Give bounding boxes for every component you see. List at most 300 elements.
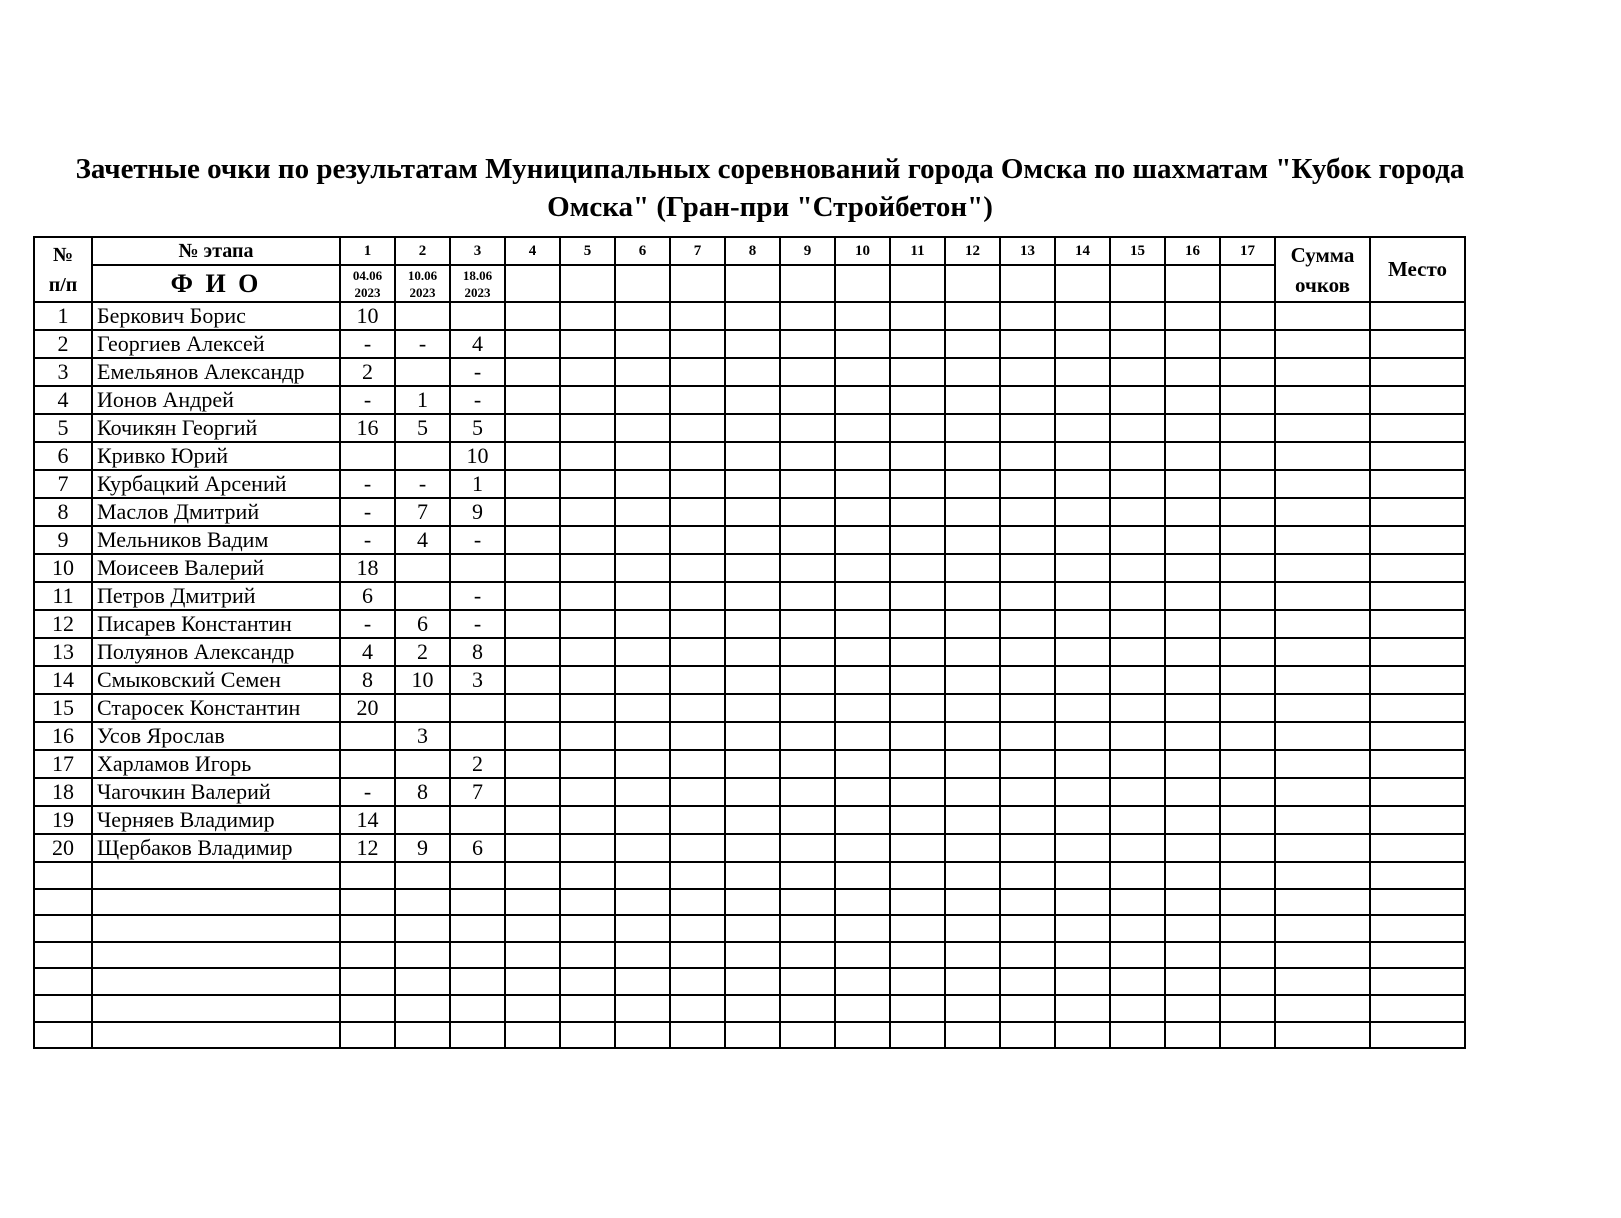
stage-score — [1055, 498, 1110, 526]
stage-score — [945, 666, 1000, 694]
stage-score — [1000, 358, 1055, 386]
empty-cell — [1055, 889, 1110, 916]
stage-score — [1055, 470, 1110, 498]
stage-score — [670, 610, 725, 638]
sum-score — [1275, 750, 1370, 778]
place-value — [1370, 638, 1465, 666]
stage-score — [780, 470, 835, 498]
row-number: 7 — [34, 470, 92, 498]
empty-cell — [92, 968, 340, 995]
stage-date-cell — [670, 265, 725, 302]
stage-score — [1220, 610, 1275, 638]
stage-score — [1000, 666, 1055, 694]
empty-cell — [1055, 942, 1110, 969]
player-name: Писарев Константин — [92, 610, 340, 638]
stage-score — [560, 470, 615, 498]
stage-score — [615, 414, 670, 442]
stage-score — [560, 610, 615, 638]
stage-score: 9 — [395, 834, 450, 862]
stage-score — [1000, 806, 1055, 834]
empty-cell — [835, 1022, 890, 1049]
player-name: Георгиев Алексей — [92, 330, 340, 358]
empty-cell — [670, 968, 725, 995]
empty-cell — [1110, 862, 1165, 889]
stage-score — [615, 358, 670, 386]
empty-cell — [1000, 862, 1055, 889]
place-value — [1370, 778, 1465, 806]
empty-cell — [835, 915, 890, 942]
empty-cell — [890, 862, 945, 889]
stage-score — [1110, 778, 1165, 806]
stage-score — [945, 358, 1000, 386]
stage-number-cell: 7 — [670, 237, 725, 265]
empty-cell — [1275, 915, 1370, 942]
stage-number-cell: 1 — [340, 237, 395, 265]
stage-score — [835, 442, 890, 470]
empty-cell — [615, 1022, 670, 1049]
stage-score: - — [450, 386, 505, 414]
stage-number-cell: 10 — [835, 237, 890, 265]
stage-score — [1165, 554, 1220, 582]
sum-score — [1275, 442, 1370, 470]
stage-score: 6 — [450, 834, 505, 862]
empty-cell — [1275, 968, 1370, 995]
player-name: Мельников Вадим — [92, 526, 340, 554]
empty-cell — [670, 915, 725, 942]
table-row — [34, 498, 1465, 526]
table-row-empty — [34, 889, 1465, 916]
stage-score: 3 — [395, 722, 450, 750]
stage-score — [615, 330, 670, 358]
stage-score — [725, 554, 780, 582]
empty-cell — [340, 968, 395, 995]
empty-cell — [1370, 889, 1465, 916]
stage-score — [835, 330, 890, 358]
stage-score — [1165, 722, 1220, 750]
row-number: 5 — [34, 414, 92, 442]
stage-score — [890, 750, 945, 778]
stage-score — [725, 694, 780, 722]
stage-score — [945, 610, 1000, 638]
stage-score — [560, 330, 615, 358]
empty-cell — [395, 889, 450, 916]
stage-score: - — [450, 610, 505, 638]
empty-cell — [945, 862, 1000, 889]
stage-score — [1165, 666, 1220, 694]
empty-cell — [615, 889, 670, 916]
stage-score — [505, 302, 560, 330]
table-row — [34, 750, 1465, 778]
stage-score — [1220, 750, 1275, 778]
stage-score — [1220, 694, 1275, 722]
empty-cell — [1000, 889, 1055, 916]
stage-score — [725, 470, 780, 498]
stage-score: - — [340, 386, 395, 414]
stage-score — [1000, 722, 1055, 750]
empty-cell — [1165, 862, 1220, 889]
stage-score — [1165, 610, 1220, 638]
stage-date-cell — [615, 265, 670, 302]
empty-cell — [340, 889, 395, 916]
stage-number-cell: 17 — [1220, 237, 1275, 265]
stage-score — [890, 722, 945, 750]
table-row — [34, 442, 1465, 470]
row-number: 13 — [34, 638, 92, 666]
empty-cell — [1055, 1022, 1110, 1049]
sum-score — [1275, 694, 1370, 722]
stage-score — [725, 834, 780, 862]
stage-score — [1055, 442, 1110, 470]
stage-score — [835, 806, 890, 834]
empty-cell — [670, 862, 725, 889]
stage-score — [1165, 526, 1220, 554]
row-number: 15 — [34, 694, 92, 722]
stage-score — [1220, 778, 1275, 806]
empty-cell — [615, 995, 670, 1022]
empty-cell — [450, 1022, 505, 1049]
empty-cell — [340, 915, 395, 942]
stage-score — [505, 414, 560, 442]
table-row — [34, 358, 1465, 386]
stage-number-cell: 8 — [725, 237, 780, 265]
stage-score — [615, 722, 670, 750]
stage-score — [615, 806, 670, 834]
empty-cell — [340, 942, 395, 969]
sum-score — [1275, 358, 1370, 386]
stage-score — [615, 498, 670, 526]
stage-score — [945, 638, 1000, 666]
stage-score: 10 — [395, 666, 450, 694]
stage-score — [670, 722, 725, 750]
empty-cell — [1000, 1022, 1055, 1049]
stage-score — [835, 302, 890, 330]
stage-score — [670, 386, 725, 414]
stage-number-cell: 13 — [1000, 237, 1055, 265]
stage-score — [670, 582, 725, 610]
stage-score — [395, 750, 450, 778]
stage-score: 12 — [340, 834, 395, 862]
row-number: 17 — [34, 750, 92, 778]
stage-score — [670, 526, 725, 554]
stage-score — [835, 582, 890, 610]
stage-score: - — [340, 470, 395, 498]
stage-score — [780, 554, 835, 582]
stage-score — [945, 386, 1000, 414]
stage-score — [615, 666, 670, 694]
table-row-empty — [34, 942, 1465, 969]
stage-score — [1110, 750, 1165, 778]
row-number: 2 — [34, 330, 92, 358]
stage-score — [890, 554, 945, 582]
stage-number-cell: 2 — [395, 237, 450, 265]
empty-cell — [945, 942, 1000, 969]
empty-cell — [890, 995, 945, 1022]
stage-score: 10 — [450, 442, 505, 470]
stage-score — [505, 386, 560, 414]
empty-cell — [725, 862, 780, 889]
stage-score — [890, 834, 945, 862]
stage-score — [780, 526, 835, 554]
row-number: 9 — [34, 526, 92, 554]
stage-score: 5 — [395, 414, 450, 442]
header-sum-line1: Сумма — [1290, 242, 1355, 267]
empty-cell — [92, 862, 340, 889]
stage-score — [1220, 722, 1275, 750]
place-value — [1370, 470, 1465, 498]
empty-cell — [340, 1022, 395, 1049]
player-name: Маслов Дмитрий — [92, 498, 340, 526]
empty-cell — [780, 942, 835, 969]
empty-cell — [1220, 995, 1275, 1022]
row-number: 8 — [34, 498, 92, 526]
stage-score — [1055, 582, 1110, 610]
stage-number-cell: 5 — [560, 237, 615, 265]
table-row — [34, 302, 1465, 330]
place-value — [1370, 302, 1465, 330]
stage-score — [1055, 302, 1110, 330]
stage-score — [890, 442, 945, 470]
stage-score — [505, 526, 560, 554]
place-value — [1370, 666, 1465, 694]
stage-score — [725, 302, 780, 330]
stage-score: 4 — [395, 526, 450, 554]
sum-score — [1275, 806, 1370, 834]
empty-cell — [835, 862, 890, 889]
stage-score — [725, 610, 780, 638]
stage-score: 7 — [450, 778, 505, 806]
stage-score: 16 — [340, 414, 395, 442]
stage-score — [780, 722, 835, 750]
sum-score — [1275, 414, 1370, 442]
stage-score: 5 — [450, 414, 505, 442]
empty-cell — [505, 995, 560, 1022]
empty-cell — [725, 995, 780, 1022]
stage-score — [505, 834, 560, 862]
stage-score — [560, 806, 615, 834]
player-name: Щербаков Владимир — [92, 834, 340, 862]
place-value — [1370, 694, 1465, 722]
stage-score: 2 — [395, 638, 450, 666]
stage-score — [395, 554, 450, 582]
stage-score — [670, 302, 725, 330]
stage-score — [835, 778, 890, 806]
stage-date-cell — [890, 265, 945, 302]
stage-score — [780, 610, 835, 638]
empty-cell — [1000, 968, 1055, 995]
stage-score — [1000, 498, 1055, 526]
table-row — [34, 526, 1465, 554]
player-name: Беркович Борис — [92, 302, 340, 330]
stage-number-cell: 12 — [945, 237, 1000, 265]
sum-score — [1275, 834, 1370, 862]
sum-score — [1275, 526, 1370, 554]
stage-score — [725, 414, 780, 442]
player-name: Смыковский Семен — [92, 666, 340, 694]
stage-score — [615, 610, 670, 638]
stage-score — [1110, 610, 1165, 638]
stage-score — [725, 330, 780, 358]
stage-score — [340, 750, 395, 778]
stage-score — [560, 386, 615, 414]
empty-cell — [1370, 1022, 1465, 1049]
stage-score — [1055, 610, 1110, 638]
stage-score — [835, 358, 890, 386]
stage-score — [1055, 722, 1110, 750]
stage-score — [505, 554, 560, 582]
stage-score: 8 — [450, 638, 505, 666]
stage-score — [560, 778, 615, 806]
empty-cell — [395, 1022, 450, 1049]
empty-cell — [395, 995, 450, 1022]
empty-cell — [395, 968, 450, 995]
place-value — [1370, 442, 1465, 470]
empty-cell — [1055, 862, 1110, 889]
stage-score — [1165, 638, 1220, 666]
empty-cell — [505, 1022, 560, 1049]
stage-score — [615, 442, 670, 470]
stage-score — [890, 610, 945, 638]
stage-score — [890, 694, 945, 722]
stage-score — [780, 750, 835, 778]
stage-score — [505, 442, 560, 470]
empty-cell — [450, 942, 505, 969]
stage-score — [450, 554, 505, 582]
stage-score — [670, 358, 725, 386]
stage-score — [725, 638, 780, 666]
sum-score — [1275, 582, 1370, 610]
stage-score — [890, 414, 945, 442]
empty-cell — [1165, 889, 1220, 916]
empty-cell — [34, 1022, 92, 1049]
place-value — [1370, 806, 1465, 834]
stage-score — [780, 498, 835, 526]
empty-cell — [1165, 915, 1220, 942]
stage-score: - — [450, 526, 505, 554]
stage-score — [1220, 834, 1275, 862]
stage-score — [670, 638, 725, 666]
empty-cell — [780, 889, 835, 916]
empty-cell — [92, 942, 340, 969]
empty-cell — [945, 889, 1000, 916]
stage-date-cell — [1000, 265, 1055, 302]
stage-score — [780, 666, 835, 694]
stage-score — [1220, 806, 1275, 834]
table-row — [34, 722, 1465, 750]
stage-score — [1220, 358, 1275, 386]
stage-score — [945, 330, 1000, 358]
stage-date-cell: 10.06 2023 — [395, 265, 450, 302]
stage-score — [1000, 470, 1055, 498]
stage-score — [1165, 834, 1220, 862]
stage-score — [670, 834, 725, 862]
sum-score — [1275, 722, 1370, 750]
empty-cell — [92, 995, 340, 1022]
stage-score — [560, 554, 615, 582]
stage-score — [835, 498, 890, 526]
row-number: 20 — [34, 834, 92, 862]
stage-date-cell — [560, 265, 615, 302]
stage-score: - — [340, 610, 395, 638]
empty-cell — [505, 915, 560, 942]
stage-score: 2 — [450, 750, 505, 778]
table-row — [34, 806, 1465, 834]
header-sum-line2: очков — [1295, 272, 1350, 297]
player-name: Кривко Юрий — [92, 442, 340, 470]
stage-score — [835, 750, 890, 778]
stage-score — [615, 386, 670, 414]
stage-score — [560, 414, 615, 442]
stage-score — [945, 806, 1000, 834]
stage-score — [890, 302, 945, 330]
stage-score: 6 — [395, 610, 450, 638]
stage-score — [1000, 750, 1055, 778]
stage-score — [780, 694, 835, 722]
stage-score — [670, 414, 725, 442]
stage-score — [725, 526, 780, 554]
stage-score — [560, 834, 615, 862]
stage-score — [945, 694, 1000, 722]
stage-score — [1110, 666, 1165, 694]
results-table — [33, 236, 1466, 1049]
empty-cell — [945, 1022, 1000, 1049]
stage-score — [560, 750, 615, 778]
empty-cell — [560, 862, 615, 889]
empty-cell — [1275, 889, 1370, 916]
stage-score: 6 — [340, 582, 395, 610]
place-value — [1370, 750, 1465, 778]
empty-cell — [780, 862, 835, 889]
stage-date-cell — [945, 265, 1000, 302]
empty-cell — [670, 995, 725, 1022]
stage-score — [1000, 526, 1055, 554]
row-number: 18 — [34, 778, 92, 806]
table-row — [34, 834, 1465, 862]
stage-number-cell: 15 — [1110, 237, 1165, 265]
stage-score — [1000, 302, 1055, 330]
place-value — [1370, 414, 1465, 442]
stage-score — [835, 526, 890, 554]
stage-score — [615, 526, 670, 554]
empty-cell — [1220, 915, 1275, 942]
empty-cell — [725, 1022, 780, 1049]
stage-score — [1055, 834, 1110, 862]
player-name: Усов Ярослав — [92, 722, 340, 750]
empty-cell — [34, 942, 92, 969]
stage-score — [560, 358, 615, 386]
empty-cell — [1275, 862, 1370, 889]
stage-score — [505, 806, 560, 834]
stage-score — [615, 834, 670, 862]
stage-score — [395, 694, 450, 722]
stage-score — [725, 722, 780, 750]
stage-score — [725, 666, 780, 694]
stage-score — [945, 750, 1000, 778]
stage-score — [505, 778, 560, 806]
stage-number-cell: 6 — [615, 237, 670, 265]
stage-date-cell — [505, 265, 560, 302]
stage-score — [945, 778, 1000, 806]
header-fio-label: Ф И О — [92, 265, 340, 302]
stage-score — [1110, 330, 1165, 358]
stage-score — [1055, 526, 1110, 554]
stage-score — [670, 442, 725, 470]
stage-score — [670, 666, 725, 694]
stage-score — [1110, 554, 1165, 582]
stage-score — [395, 582, 450, 610]
stage-score — [1110, 470, 1165, 498]
empty-cell — [835, 995, 890, 1022]
stage-date-cell — [1220, 265, 1275, 302]
